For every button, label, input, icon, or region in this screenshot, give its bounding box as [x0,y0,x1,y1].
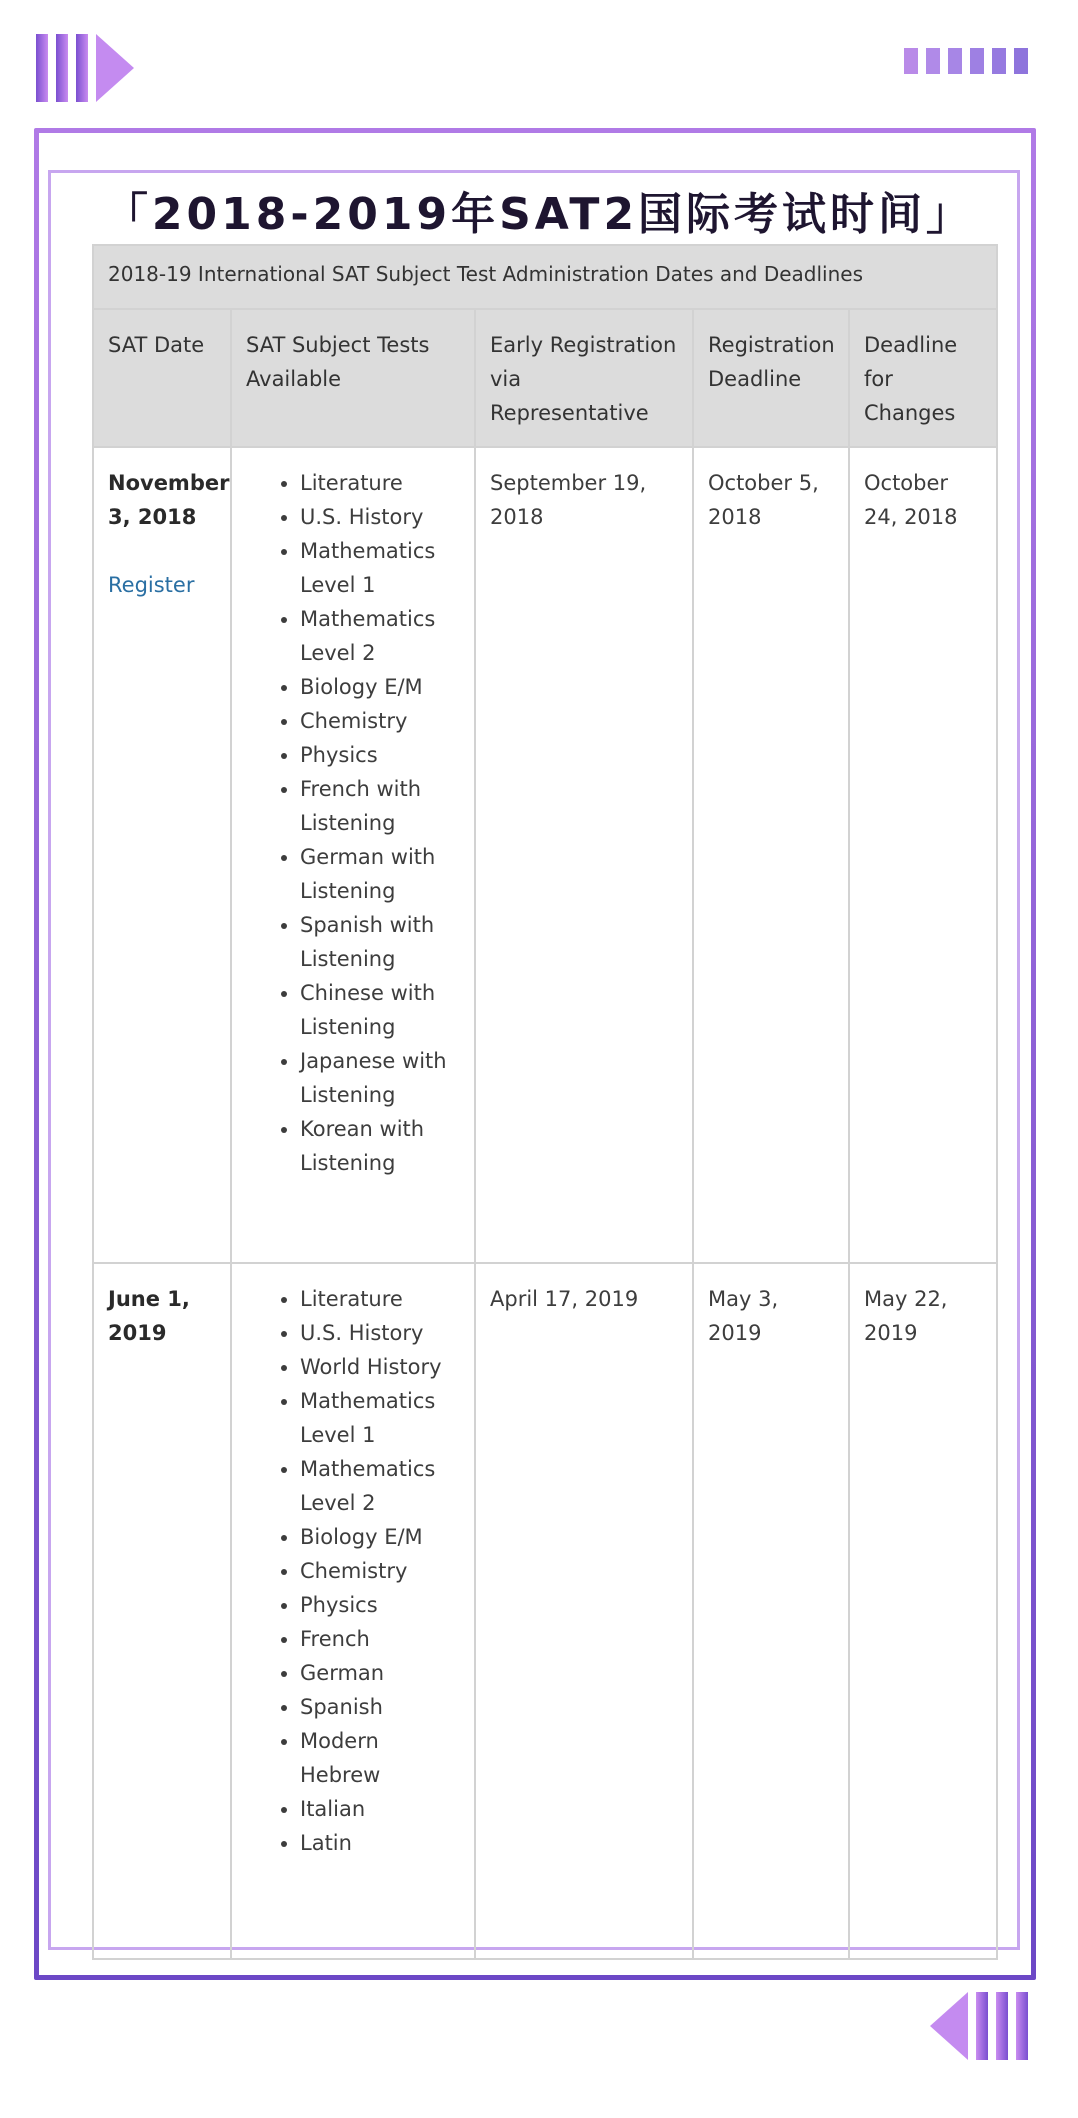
list-item: • Japanese with Listening [300,1044,460,1112]
header-registration-deadline: Registration Deadline [693,309,849,447]
header-deadline-changes: Deadline for Changes [849,309,997,447]
list-item: • German with Listening [300,840,460,908]
table-caption: 2018-19 International SAT Subject Test Administration Dates and Deadlines [93,245,997,309]
list-item: • German [300,1656,460,1690]
list-item: • Latin [300,1826,460,1860]
early-registration-cell: April 17, 2019 [475,1263,693,1959]
list-item: • Spanish with Listening [300,908,460,976]
early-registration-cell: September 19, 2018 [475,447,693,1263]
schedule-table [92,244,998,1960]
list-item: • Modern Hebrew [300,1724,460,1792]
date-cell [93,447,231,1263]
header-sat-date: SAT Date [93,309,231,447]
list-item: • Italian [300,1792,460,1826]
subjects-list [246,466,460,1180]
list-item: • Chemistry [300,1554,460,1588]
list-item: • Literature [300,466,460,500]
registration-deadline-cell: October 5, 2018 [693,447,849,1263]
subjects-cell [231,447,475,1263]
schedule-table-container [92,244,996,1960]
decorative-arrow-icon [36,30,136,106]
list-item: • Literature [300,1282,460,1316]
list-item: • Spanish [300,1690,460,1724]
list-item: • Biology E/M [300,670,460,704]
list-item: • Mathematics Level 2 [300,602,460,670]
list-item: • Mathematics Level 2 [300,1452,460,1520]
list-item: • U.S. History [300,1316,460,1350]
list-item: • Chemistry [300,704,460,738]
list-item: • Korean with Listening [300,1112,460,1180]
list-item: • Mathematics Level 1 [300,534,460,602]
table-header-row [93,309,997,447]
deadline-changes-cell: May 22, 2019 [849,1263,997,1959]
list-item: • Physics [300,1588,460,1622]
list-item: • French with Listening [300,772,460,840]
test-date: June 1, 2019 [108,1287,190,1345]
register-link[interactable]: Register [108,573,195,597]
decorative-bars-icon [904,48,1036,78]
subjects-cell [231,1263,475,1959]
list-item: • Biology E/M [300,1520,460,1554]
table-row [93,447,997,1263]
table-row [93,1263,997,1959]
decorative-arrow-left-icon [928,1988,1028,2064]
date-cell [93,1263,231,1959]
header-subject-tests: SAT Subject Tests Available [231,309,475,447]
list-item: • French [300,1622,460,1656]
list-item: • Chinese with Listening [300,976,460,1044]
list-item: • Mathematics Level 1 [300,1384,460,1452]
header-early-registration: Early Registration via Representative [475,309,693,447]
subjects-list [246,1282,460,1860]
test-date: November 3, 2018 [108,471,230,529]
deadline-changes-cell: October 24, 2018 [849,447,997,1263]
list-item: • Physics [300,738,460,772]
list-item: • U.S. History [300,500,460,534]
page-title: 「2018-2019年SAT2国际考试时间」 [103,189,975,240]
list-item: • World History [300,1350,460,1384]
registration-deadline-cell: May 3, 2019 [693,1263,849,1959]
